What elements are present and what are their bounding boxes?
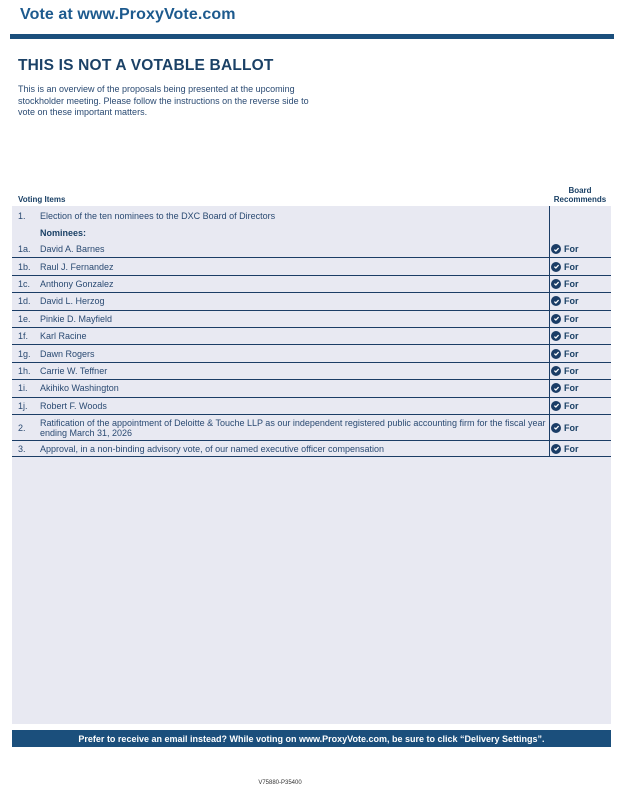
voting-item-1 [12,209,611,223]
nominee-row [12,398,611,415]
recommendation [551,296,579,306]
recommendation [551,401,579,411]
check-circle-icon [551,349,561,359]
nominee-number: 1f. [18,331,29,342]
item-number: 1. [18,211,26,221]
recommendation-label: For [564,296,579,307]
item-number: 3. [18,443,26,454]
recommendation [551,331,579,341]
recommendation [551,444,579,454]
check-circle-icon [551,262,561,272]
board-recommends-header [549,186,611,204]
voting-items-header: Voting Items [18,195,66,204]
recommendation-label: For [564,400,579,411]
board-recommends-header-line2: Recommends [553,195,607,204]
nominee-row [12,380,611,397]
recommendation-label: For [564,365,579,376]
check-circle-icon [551,444,561,454]
nominee-name: Carrie W. Teffner [40,365,108,376]
check-circle-icon [551,366,561,376]
item-description: Ratification of the appointment of Deloitte & Touche LLP as our independent registered public accounting firm for the fiscal year ending March 31, 2026 [40,417,546,438]
nominee-name: David A. Barnes [40,244,105,255]
nominee-row [12,276,611,293]
recommendation-label: For [564,331,579,342]
nominee-name: Raul J. Fernandez [40,261,114,272]
nominee-number: 1a. [18,244,31,255]
item-description: Approval, in a non-binding advisory vote, of our named executive officer compensation [40,443,385,454]
check-circle-icon [551,401,561,411]
nominee-name: Pinkie D. Mayfield [40,313,113,324]
intro-text: This is an overview of the proposals being presented at the upcoming stockholder meeting. Please follow the instructions on the reverse side to vote on these important matters. [18,84,309,117]
nominee-number: 1h. [18,365,31,376]
recommendation [551,314,579,324]
nominee-row [12,311,611,328]
check-circle-icon [551,383,561,393]
nominee-name: Akihiko Washington [40,383,119,394]
nominee-name: David L. Herzog [40,296,105,307]
nominee-number: 1d. [18,296,31,307]
board-recommends-header-line1: Board [568,186,592,195]
recommendation [551,423,579,433]
nominee-name: Dawn Rogers [40,348,95,359]
recommendation-label: For [564,278,579,289]
check-circle-icon [551,423,561,433]
item-description: Election of the ten nominees to the DXC Board of Directors [40,211,276,221]
voting-item-3 [12,441,611,457]
recommendation [551,366,579,376]
nominee-row [12,241,611,258]
recommendation-label: For [564,422,579,433]
recommendation [551,244,579,254]
nominee-row [12,328,611,345]
nominee-name: Karl Racine [40,331,87,342]
recommendation-label: For [564,313,579,324]
nominee-number: 1g. [18,348,31,359]
nominee-row [12,258,611,275]
nominee-number: 1e. [18,313,31,324]
nominee-row [12,293,611,310]
nominee-number: 1i. [18,383,28,394]
recommendation [551,262,579,272]
check-circle-icon [551,244,561,254]
recommendation-label: For [564,348,579,359]
item-number: 2. [18,422,26,433]
nominee-number: 1b. [18,261,31,272]
recommendation [551,349,579,359]
document-code: V75880-P35400 [258,780,302,786]
header-rule [10,34,614,39]
nominee-row [12,345,611,362]
nominees-label: Nominees: [40,228,87,238]
recommendation-label: For [564,261,579,272]
ballot-heading: THIS IS NOT A VOTABLE BALLOT [18,57,274,74]
check-circle-icon [551,331,561,341]
recommendation-label: For [564,443,579,454]
header-title: Vote at www.ProxyVote.com [20,6,236,23]
recommendation [551,279,579,289]
nominees-label-row [12,226,611,240]
nominee-number: 1c. [18,278,31,289]
nominee-name: Anthony Gonzalez [40,278,114,289]
recommendation-label: For [564,383,579,394]
nominee-row [12,363,611,380]
nominee-number: 1j. [18,400,28,411]
voting-item-2 [12,415,611,441]
check-circle-icon [551,279,561,289]
delivery-settings-banner: Prefer to receive an email instead? While voting on www.ProxyVote.com, be sure to click “Delivery Settings”. [12,730,611,747]
recommendation [551,383,579,393]
nominee-name: Robert F. Woods [40,400,107,411]
recommendation-label: For [564,244,579,255]
check-circle-icon [551,296,561,306]
check-circle-icon [551,314,561,324]
